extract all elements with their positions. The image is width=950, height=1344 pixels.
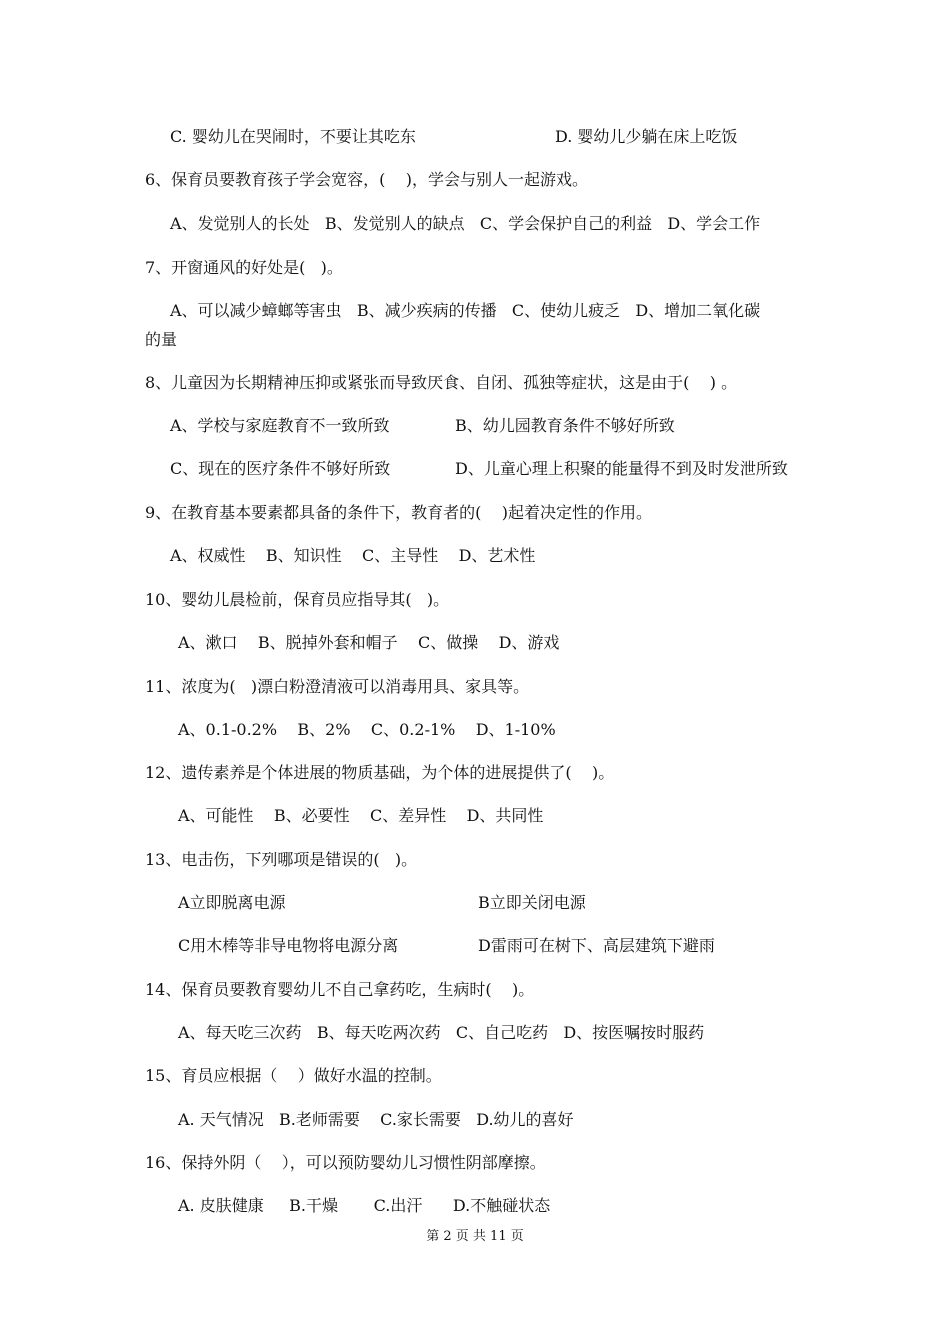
page-footer: 第 2 页 共 11 页 (426, 1229, 524, 1244)
question-13-option-d: D雷雨可在树下、高层建筑下避雨 (478, 936, 715, 955)
q5-option-c: C. 婴幼儿在哭闹时，不要让其吃东 (170, 127, 416, 146)
question-10-options: A、漱口 B、脱掉外套和帽子 C、做操 D、游戏 (178, 633, 560, 652)
question-7-options-cont: 的量 (145, 330, 178, 349)
question-8-option-a: A、学校与家庭教育不一致所致 (170, 416, 390, 435)
question-11-options: A、0.1-0.2% B、2% C、0.2-1% D、1-10% (178, 720, 556, 739)
question-13-option-a: A立即脱离电源 (178, 893, 286, 912)
question-10: 10、婴幼儿晨检前，保育员应指导其( )。 (145, 590, 450, 609)
question-6: 6、保育员要教育孩子学会宽容，( )，学会与别人一起游戏。 (145, 170, 589, 189)
question-12: 12、遗传素养是个体进展的物质基础，为个体的进展提供了( )。 (145, 763, 615, 782)
question-13: 13、电击伤，下列哪项是错误的( )。 (145, 850, 418, 869)
question-9-options: A、权威性 B、知识性 C、主导性 D、艺术性 (170, 546, 536, 565)
question-8: 8、儿童因为长期精神压抑或紧张而导致厌食、自闭、孤独等症状，这是由于( ) 。 (145, 373, 738, 392)
question-8-option-d: D、儿童心理上积聚的能量得不到及时发泄所致 (455, 459, 788, 478)
question-12-options: A、可能性 B、必要性 C、差异性 D、共同性 (178, 806, 544, 825)
question-16-options: A. 皮肤健康 B.干燥 C.出汗 D.不触碰状态 (178, 1196, 551, 1215)
question-14: 14、保育员要教育婴幼儿不自己拿药吃，生病时( )。 (145, 980, 535, 999)
question-6-options: A、发觉别人的长处 B、发觉别人的缺点 C、学会保护自己的利益 D、学会工作 (170, 214, 761, 233)
question-7: 7、开窗通风的好处是( )。 (145, 258, 343, 277)
question-16: 16、保持外阴（ ），可以预防婴幼儿习惯性阴部摩擦。 (145, 1153, 546, 1172)
question-8-option-b: B、幼儿园教育条件不够好所致 (455, 416, 675, 435)
question-13-option-b: B立即关闭电源 (478, 893, 586, 912)
question-9: 9、在教育基本要素都具备的条件下，教育者的( )起着决定性的作用。 (145, 503, 653, 522)
question-13-option-c: C用木棒等非导电物将电源分离 (178, 936, 399, 955)
question-7-options: A、可以减少蟑螂等害虫 B、减少疾病的传播 C、使幼儿疲乏 D、增加二氧化碳 (170, 301, 761, 320)
question-11: 11、浓度为( )漂白粉澄清液可以消毒用具、家具等。 (145, 677, 530, 696)
question-8-option-c: C、现在的医疗条件不够好所致 (170, 459, 391, 478)
question-14-options: A、每天吃三次药 B、每天吃两次药 C、自己吃药 D、按医嘱按时服药 (178, 1023, 705, 1042)
q5-option-d: D. 婴幼儿少躺在床上吃饭 (555, 127, 738, 146)
question-15-options: A. 天气情况 B.老师需要 C.家长需要 D.幼儿的喜好 (178, 1110, 574, 1129)
question-15: 15、育员应根据（ ）做好水温的控制。 (145, 1066, 442, 1085)
